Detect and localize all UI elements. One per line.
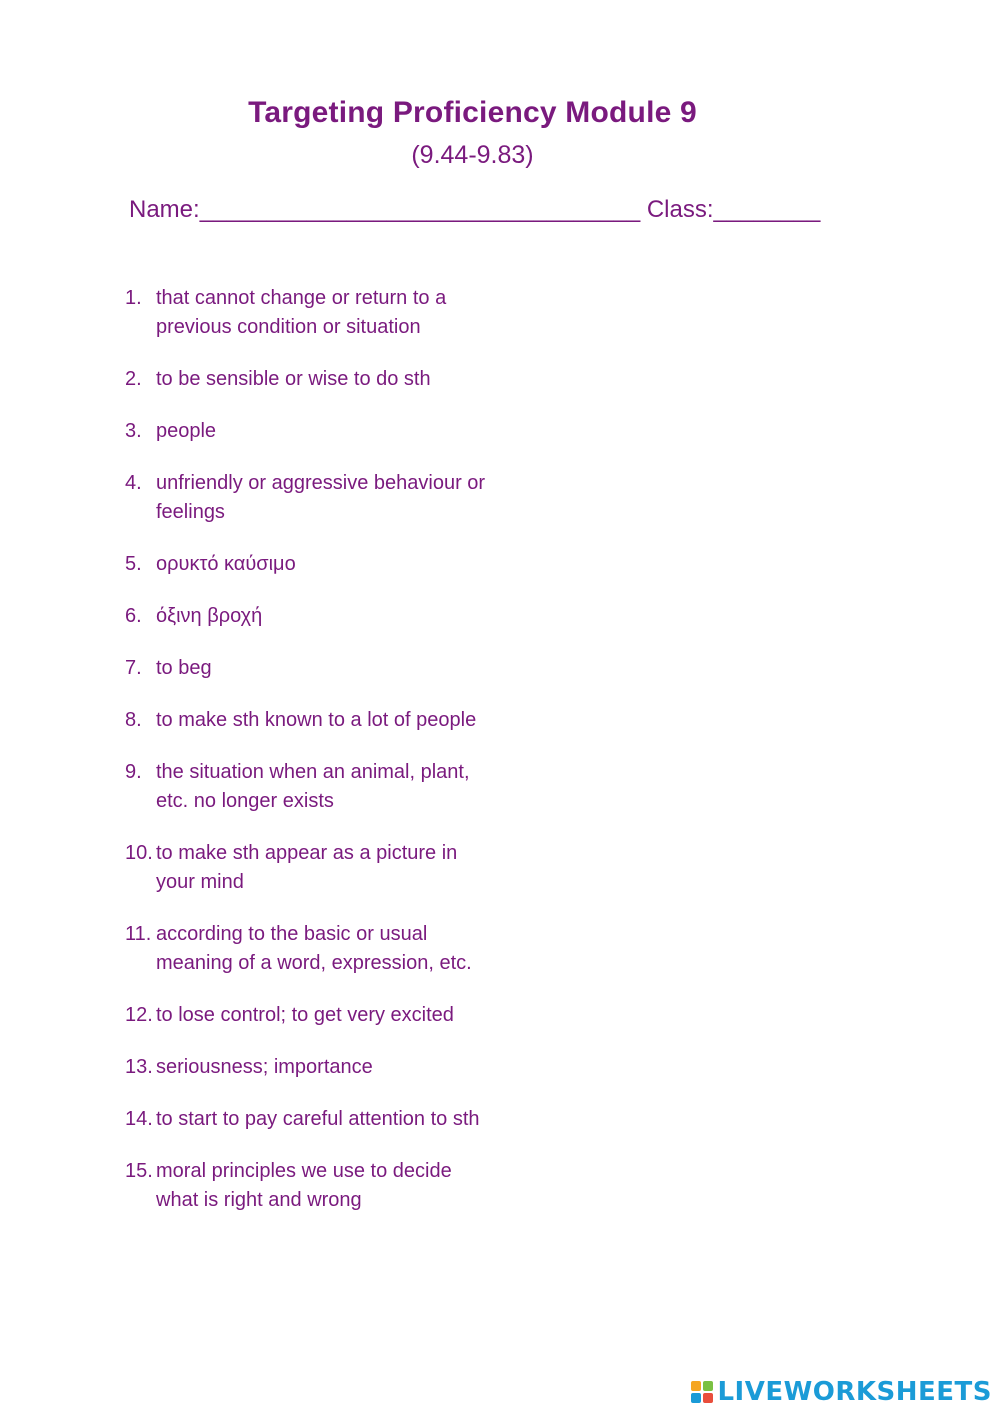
item-number: 5. [125, 553, 142, 575]
item-number: 4. [125, 472, 142, 494]
item-number: 14. [125, 1108, 153, 1130]
item-text: seriousness; importance [156, 1056, 373, 1078]
item-text: according to the basic or usual meaning of a word, expression, etc. [156, 923, 472, 974]
item-text: the situation when an animal, plant, etc. no longer exists [156, 761, 470, 812]
list-item [125, 602, 525, 631]
item-number: 13. [125, 1056, 153, 1078]
list-item [125, 920, 525, 978]
item-number: 8. [125, 709, 142, 731]
item-number: 12. [125, 1004, 153, 1026]
logo-icon [691, 1381, 713, 1403]
logo-square [691, 1393, 701, 1403]
list-item [125, 1001, 525, 1030]
list-item [125, 1157, 525, 1215]
name-class-line: Name:_________________________________ Class:________ [129, 196, 821, 223]
list-item [125, 417, 525, 446]
page-title: Targeting Proficiency Module 9 [248, 96, 697, 129]
item-text: that cannot change or return to a previous condition or situation [156, 287, 447, 338]
logo-text: LIVEWORKSHEETS [717, 1377, 992, 1407]
item-number: 6. [125, 605, 142, 627]
item-text: to lose control; to get very excited [156, 1004, 454, 1026]
item-text: unfriendly or aggressive behaviour or feelings [156, 472, 486, 523]
item-number: 1. [125, 287, 142, 309]
liveworksheets-logo[interactable] [691, 1377, 992, 1407]
list-item [125, 1053, 525, 1082]
item-text: to start to pay careful attention to sth [156, 1108, 480, 1130]
item-text: to make sth known to a lot of people [156, 709, 477, 731]
item-text: to beg [156, 657, 212, 679]
list-item [125, 284, 525, 342]
list-item [125, 469, 525, 527]
item-number: 9. [125, 761, 142, 783]
item-text: people [156, 420, 217, 442]
item-number: 11. [125, 923, 152, 945]
list-item [125, 839, 525, 897]
item-text: moral principles we use to decide what is right and wrong [156, 1160, 452, 1211]
item-number: 3. [125, 420, 142, 442]
item-text: to be sensible or wise to do sth [156, 368, 431, 390]
item-number: 7. [125, 657, 142, 679]
logo-square [691, 1381, 701, 1391]
list-item [125, 654, 525, 683]
logo-square [703, 1381, 713, 1391]
list-item [125, 706, 525, 735]
logo-square [703, 1393, 713, 1403]
item-text: ορυκτό καύσιμο [156, 553, 296, 575]
item-text: to make sth appear as a picture in your mind [156, 842, 458, 893]
list-item [125, 1105, 525, 1134]
item-number: 15. [125, 1160, 153, 1182]
list-item [125, 550, 525, 579]
item-text: όξινη βροχή [156, 605, 263, 627]
page-subtitle: (9.44-9.83) [411, 141, 534, 169]
definition-list [125, 284, 525, 1238]
list-item [125, 365, 525, 394]
item-number: 2. [125, 368, 142, 390]
item-number: 10. [125, 842, 153, 864]
list-item [125, 758, 525, 816]
